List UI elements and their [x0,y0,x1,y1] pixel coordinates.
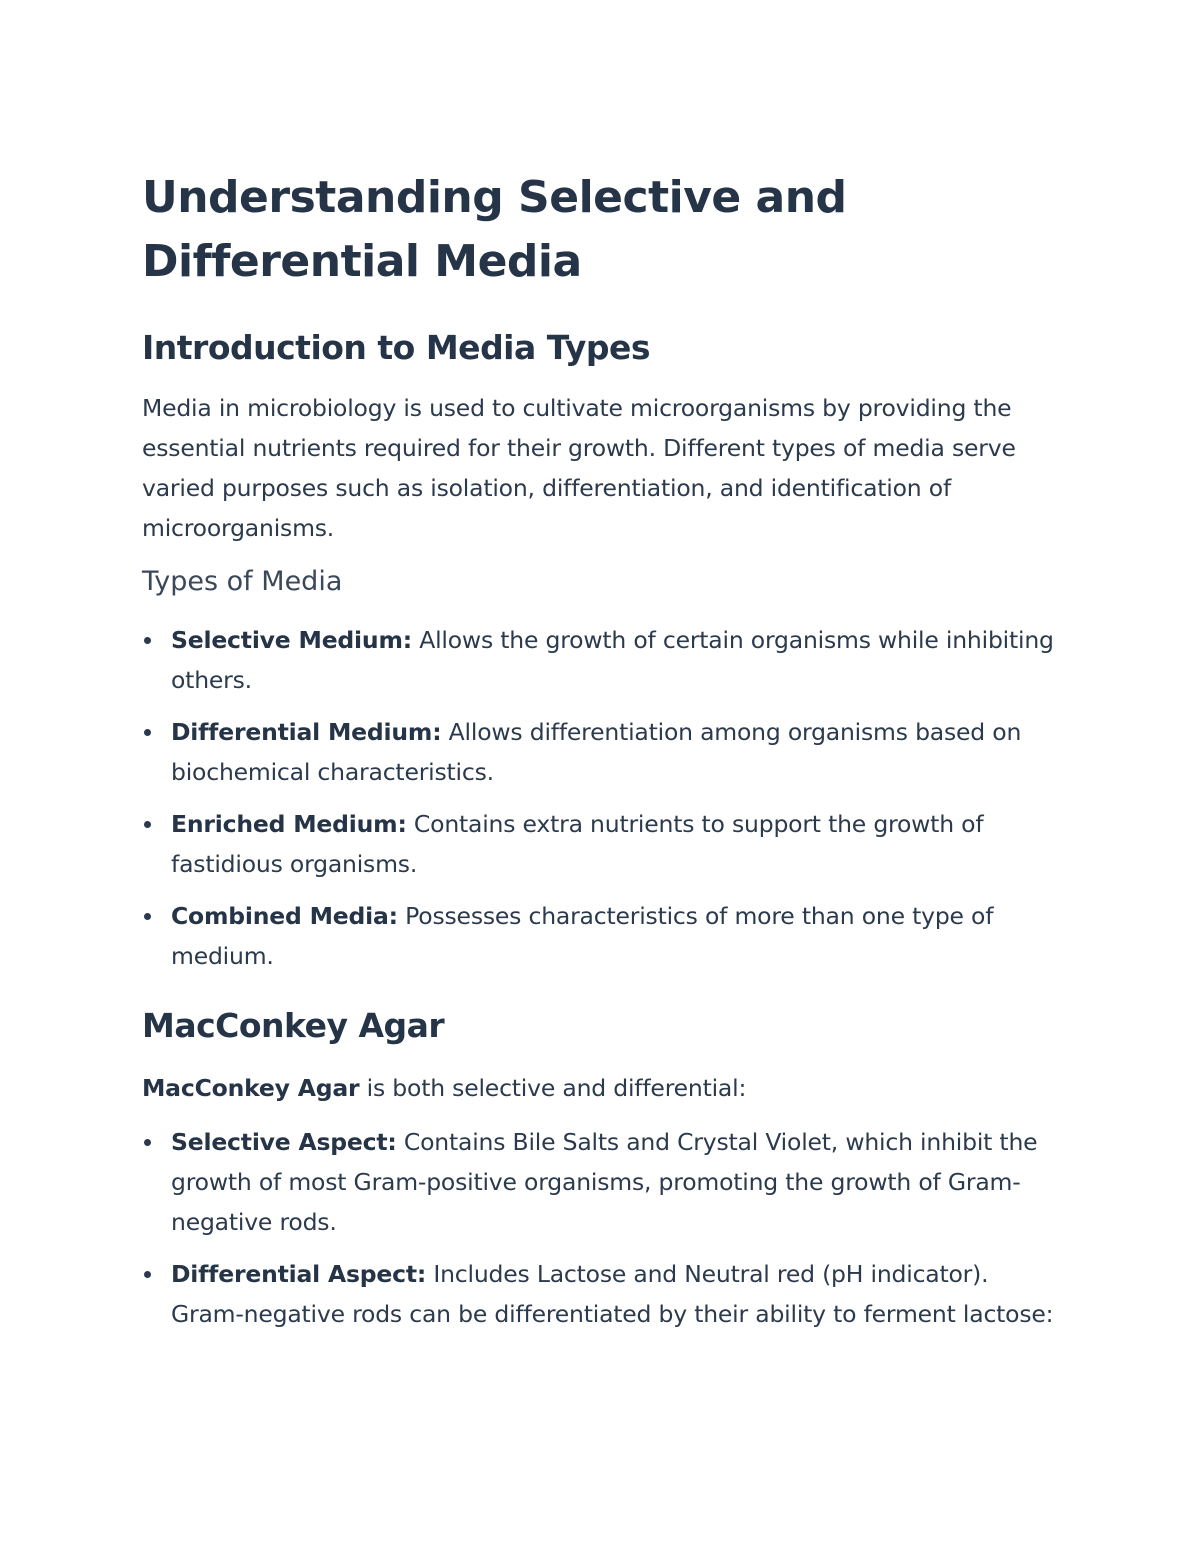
macconkey-intro [142,1068,1062,1108]
intro-heading: Introduction to Media Types [142,328,651,367]
bullet-icon [144,821,151,828]
macconkey-aspects-list [142,1122,1062,1334]
list-item [142,896,1062,976]
bullet-icon [144,1139,151,1146]
page-title: Understanding Selective and Differential Media [142,172,847,287]
item-term: Differential Aspect: [171,1260,427,1288]
item-term: Enriched Medium: [171,810,407,838]
types-subheading: Types of Media [142,566,343,597]
item-text: Possesses characteristics of more than one type of medium. [171,902,994,970]
item-text: Contains Bile Salts and Crystal Violet, which inhibit the growth of most Gram-positive organisms, promoting the growth of Gram-negative rods. [171,1128,1038,1236]
item-text: Allows differentiation among organisms based on biochemical characteristics. [171,718,1022,786]
item-text: Allows the growth of certain organisms while inhibiting others. [171,626,1054,694]
macconkey-intro-term: MacConkey Agar [142,1074,360,1102]
bullet-icon [144,729,151,736]
item-term: Differential Medium: [171,718,442,746]
item-text: Includes Lactose and Neutral red (pH indicator). Gram-negative rods can be differentiated by their ability to ferment lactose: [171,1260,1054,1328]
macconkey-heading: MacConkey Agar [142,1006,445,1045]
document-page [142,166,1062,1346]
item-term: Selective Aspect: [171,1128,397,1156]
list-item [142,712,1062,792]
bullet-icon [144,913,151,920]
list-item [142,1254,1062,1334]
list-item [142,804,1062,884]
item-term: Selective Medium: [171,626,412,654]
list-item [142,1122,1062,1242]
list-item [142,620,1062,700]
bullet-icon [144,637,151,644]
item-text: Contains extra nutrients to support the growth of fastidious organisms. [171,810,984,878]
media-types-list [142,620,1062,976]
bullet-icon [144,1271,151,1278]
macconkey-intro-text: is both selective and differential: [359,1074,747,1102]
intro-paragraph: Media in microbiology is used to cultivate microorganisms by providing the essential nutrients required for their growth. Different types of media serve varied purposes such as isolation, differentiation, and identification of microorganisms. [142,394,1016,542]
item-term: Combined Media: [171,902,398,930]
